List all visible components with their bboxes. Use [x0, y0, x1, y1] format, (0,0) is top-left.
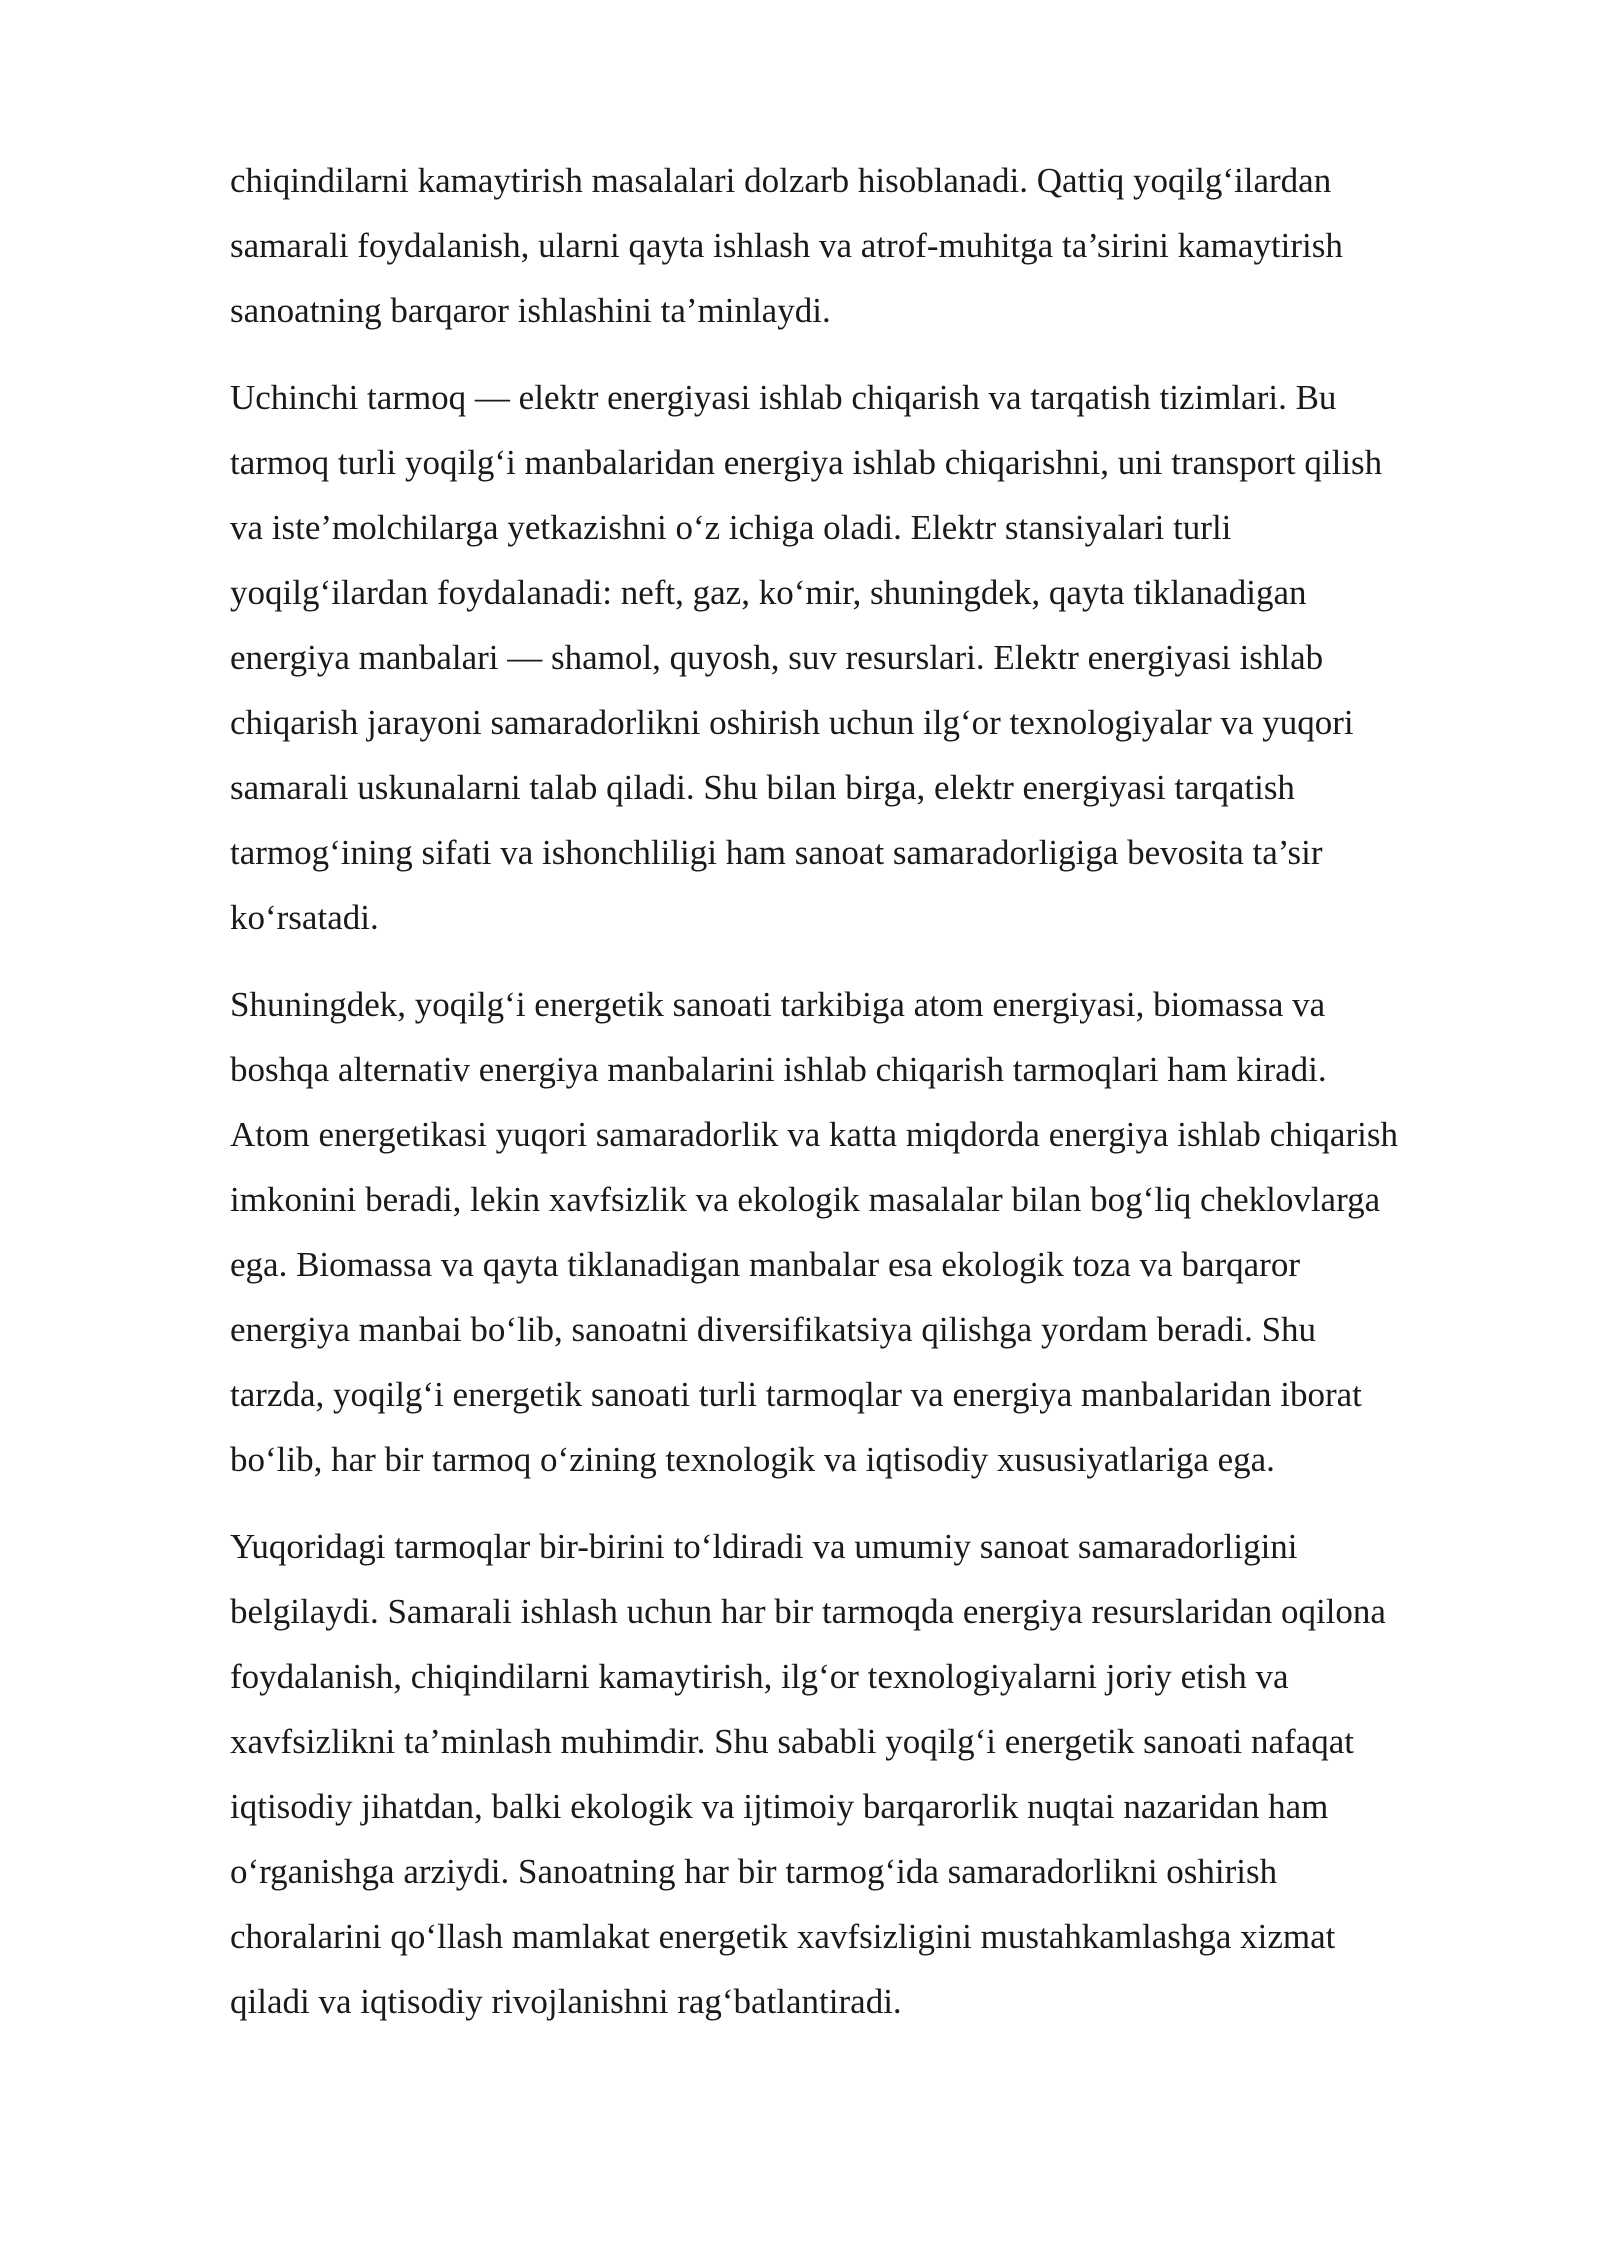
text-line: Atom energetikasi yuqori samaradorlik va katta miqdorda energiya ishlab chiqarish — [230, 1115, 1398, 1154]
paragraph-3 — [230, 972, 1510, 1492]
text-line: xavfsizlikni ta’minlash muhimdir. Shu sababli yoqilg‘i energetik sanoati nafaqat — [230, 1722, 1354, 1761]
text-line: tarzda, yoqilg‘i energetik sanoati turli tarmoqlar va energiya manbalaridan iborat — [230, 1375, 1362, 1414]
text-line: energiya manbalari — shamol, quyosh, suv resurslari. Elektr energiyasi ishlab — [230, 638, 1324, 677]
text-line: choralarini qo‘llash mamlakat energetik xavfsizligini mustahkamlashga xizmat — [230, 1917, 1336, 1956]
text-line: foydalanish, chiqindilarni kamaytirish, ilg‘or texnologiyalarni joriy etish va — [230, 1657, 1289, 1696]
text-line: Uchinchi tarmoq — elektr energiyasi ishlab chiqarish va tarqatish tizimlari. Bu — [230, 378, 1337, 417]
text-line: tarmog‘ining sifati va ishonchliligi ham sanoat samaradorligiga bevosita ta’sir — [230, 833, 1323, 872]
text-line: bo‘lib, har bir tarmoq o‘zining texnologik va iqtisodiy xususiyatlariga ega. — [230, 1440, 1275, 1479]
text-line: tarmoq turli yoqilg‘i manbalaridan energiya ishlab chiqarishni, uni transport qilish — [230, 443, 1383, 482]
text-line: yoqilg‘ilardan foydalanadi: neft, gaz, ko‘mir, shuningdek, qayta tiklanadigan — [230, 573, 1307, 612]
text-line: iqtisodiy jihatdan, balki ekologik va ijtimoiy barqarorlik nuqtai nazaridan ham — [230, 1787, 1329, 1826]
text-line: belgilaydi. Samarali ishlash uchun har bir tarmoqda energiya resurslaridan oqilona — [230, 1592, 1386, 1631]
text-line: Yuqoridagi tarmoqlar bir-birini to‘ldiradi va umumiy sanoat samaradorligini — [230, 1527, 1298, 1566]
text-line: ko‘rsatadi. — [230, 898, 379, 937]
paragraph-4 — [230, 1514, 1510, 2034]
text-line: sanoatning barqaror ishlashini ta’minlaydi. — [230, 291, 831, 330]
text-line: samarali foydalanish, ularni qayta ishlash va atrof-muhitga ta’sirini kamaytirish — [230, 226, 1343, 265]
text-line: imkonini beradi, lekin xavfsizlik va ekologik masalalar bilan bog‘liq cheklovlarga — [230, 1180, 1381, 1219]
text-line: qiladi va iqtisodiy rivojlanishni rag‘batlantiradi. — [230, 1982, 902, 2021]
text-line: o‘rganishga arziydi. Sanoatning har bir tarmog‘ida samaradorlikni oshirish — [230, 1852, 1278, 1891]
text-line: samarali uskunalarni talab qiladi. Shu bilan birga, elektr energiyasi tarqatish — [230, 768, 1295, 807]
text-line: Shuningdek, yoqilg‘i energetik sanoati tarkibiga atom energiyasi, biomassa va — [230, 985, 1326, 1024]
document-body — [230, 148, 1510, 2034]
paragraph-1 — [230, 148, 1510, 343]
paragraph-2 — [230, 365, 1510, 950]
text-line: chiqindilarni kamaytirish masalalari dolzarb hisoblanadi. Qattiq yoqilg‘ilardan — [230, 161, 1332, 200]
text-line: boshqa alternativ energiya manbalarini ishlab chiqarish tarmoqlari ham kiradi. — [230, 1050, 1327, 1089]
text-line: chiqarish jarayoni samaradorlikni oshirish uchun ilg‘or texnologiyalar va yuqori — [230, 703, 1354, 742]
text-line: ega. Biomassa va qayta tiklanadigan manbalar esa ekologik toza va barqaror — [230, 1245, 1300, 1284]
text-line: va iste’molchilarga yetkazishni o‘z ichiga oladi. Elektr stansiyalari turli — [230, 508, 1232, 547]
text-line: energiya manbai bo‘lib, sanoatni diversifikatsiya qilishga yordam beradi. Shu — [230, 1310, 1317, 1349]
